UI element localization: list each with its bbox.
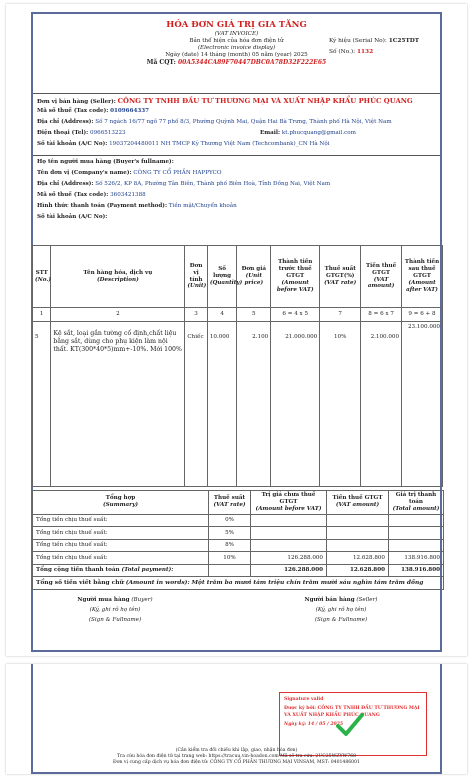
index-cell: 7 [320,308,361,322]
footer-line-1: (Cần kiểm tra đối chiếu khi lập, giao, nhận hóa đơn) [175,748,298,753]
number-label: Số (No.): [329,49,356,56]
col-header: Thuế suất GTGT(%) (VAT rate) [320,246,361,308]
index-cell: 5 [237,308,271,322]
summary-rate: 5% [209,527,251,540]
seller-email: kt.phucquang@gmail.com [281,130,356,136]
index-cell: 2 [51,308,185,322]
buyer-signature: Người mua hàng (Buyer) (Ký, ghi rõ họ tên) (Sign & Fullname) [77,597,153,623]
summary-total [389,539,444,552]
seller-account: 19037204480011 NH TMCP Kỹ Thương Việt Nam (Techcombank)_CN Hà Nội [109,141,330,147]
seller-section [37,97,436,152]
col-header: Tiền thuế GTGT (VAT amount) [361,246,402,308]
invoice-footer [33,748,440,766]
index-cell: 3 [185,308,207,322]
grand-before: 126.288.000 [251,564,327,577]
grand-label-cell [33,564,209,577]
table-row [33,322,443,487]
cqt-label: Mã CQT: [146,58,176,66]
item-no: 5 [33,322,51,487]
serial-label: Ký hiệu (Serial No): [329,38,387,44]
invoice-page-2 [6,664,467,774]
item-unit: Chiếc [185,322,207,487]
summary-col-header: Thuế suất (VAT rate) [209,491,251,515]
buyer-tax-label: Mã số thuế (Tax code): [37,192,109,198]
summary-vat [327,539,389,552]
item-description: Kệ sắt, loại gắn tường cố định,chất liệu bằng sắt, dùng cho phụ kiện làm nội thất. KT(300*40*5)mm+-10%. Mới 100% [51,322,185,487]
summary-rate: 8% [209,539,251,552]
items-table [32,245,443,487]
stamp-signed-date: Ngày ký: 14 / 05 / 2025 [284,722,344,728]
index-cell: 4 [207,308,237,322]
summary-row [33,539,444,552]
serial-value: 1C25TDT [388,38,420,44]
grand-rate [209,564,251,577]
buyer-payment: Tiền mặt/Chuyển khoản [168,203,237,209]
seller-tax-code: 0109664337 [110,108,150,114]
seller-tax-label: Mã số thuế (Tax code): [37,108,109,114]
grand-vat: 12.628.800 [327,564,389,577]
signature-stamp [279,692,427,756]
footer-line-2: Tra cứu hóa đơn điện tử tại trang web: https://tracuu.vin-hoadon.com Mã số tra cứu: 2UC25WZYW768 [116,753,357,759]
buyer-account-label: Số tài khoản (A/C No): [37,214,108,220]
summary-before [251,527,327,540]
summary-row [33,527,444,540]
buyer-section [37,159,436,225]
index-cell: 6 = 4 x 5 [271,308,320,322]
seller-address-label: Địa chỉ (Address): [37,119,94,125]
summary-vat [327,527,389,540]
summary-col-header: Tổng hợp (Summary) [33,491,209,515]
invoice-title: HÓA ĐƠN GIÁ TRỊ GIA TĂNG [166,20,307,30]
summary-before: 126.288.000 [251,552,327,565]
index-row [33,308,443,322]
invoice-frame [31,12,442,652]
summary-label: Tổng tiền chịu thuế suất: [33,527,209,540]
amount-in-words-row [33,577,444,590]
display-label: Bản thể hiện của hóa đơn điện tử [189,37,284,44]
in-words-value: Một trăm ba mươi tám triệu chín trăm mười sáu nghìn tám trăm đồng [191,579,424,587]
summary-before [251,514,327,527]
summary-total: 138.916.800 [389,552,444,565]
summary-row [33,552,444,565]
item-vat-rate: 10% [320,322,361,487]
invoice-title-en: (VAT INVOICE) [214,30,259,37]
item-amount-before: 21.000.000 [271,322,320,487]
col-header: Thành tiền sau thuế GTGT (Amount after VAT) [402,246,443,308]
summary-total [389,514,444,527]
check-icon [336,713,364,737]
summary-col-header: Tiền thuế GTGT (VAT amount) [327,491,389,515]
seller-address: Số 7 ngách 16/77 ngõ 77 phố 8/3, Phường Quỳnh Mai, Quận Hai Bà Trưng, Thành phố Hà Nội, Việt Nam [95,119,392,125]
buyer-tax-code: 3603421388 [110,192,146,198]
grand-label: Tổng cộng tiền thanh toán [36,567,120,574]
invoice-page-1 [6,4,467,656]
seller-name: CÔNG TY TNHH ĐẦU TƯ THƯƠNG MẠI VÀ XUẤT NHẬP KHẨU PHÚC QUANG [117,97,413,105]
grand-label-en: (Total payment): [121,567,174,574]
summary-rate: 10% [209,552,251,565]
seller-name-label: Đơn vị bán hàng (Seller): [37,99,116,105]
seller-signature: Người bán hàng (Seller) (Ký, ghi rõ họ tên) (Sign & Fullname) [304,597,378,623]
invoice-date: Ngày (date) 14 tháng (month) 05 năm (year) 2025 [165,51,308,58]
item-vat-amount: 2.100.000 [361,322,402,487]
in-words-label: Tổng số tiền viết bằng chữ [36,579,124,587]
buyer-company: CÔNG TY CỔ PHẦN HAPPYCO [133,170,222,176]
item-quantity: 10.000 [207,322,237,487]
summary-col-header: Trị giá chưa thuế GTGT (Amount before VAT) [251,491,327,515]
summary-rate: 0% [209,514,251,527]
buyer-company-label: Tên đơn vị (Company's name): [37,170,132,176]
display-label-en: (Electronic invoice display) [197,44,276,51]
seller-tel-label: Điện thoại (Tel): [37,130,89,136]
buyer-payment-label: Hình thức thanh toán (Payment method): [37,203,168,209]
summary-before [251,539,327,552]
buyer-address: Số 526/2, KP 8A, Phường Tân Biên, Thành phố Biên Hoà, Tỉnh Đồng Nai, Việt Nam [95,181,331,187]
seller-account-label: Số tài khoản (A/C No): [37,141,108,147]
grand-total: 138.916.800 [389,564,444,577]
summary-table [32,490,444,590]
summary-row [33,514,444,527]
in-words-label-en: (Amount in words): [125,579,190,587]
col-header: STT (No.) [33,246,51,308]
col-header: Tên hàng hóa, dịch vụ (Description) [51,246,185,308]
seller-email-label: Email: [260,130,281,136]
index-cell: 8 = 6 x 7 [361,308,402,322]
item-amount-after: 23.100.000 [402,322,443,487]
summary-total [389,527,444,540]
buyer-address-label: Địa chỉ (Address): [37,181,94,187]
summary-vat: 12.628.800 [327,552,389,565]
summary-vat [327,514,389,527]
summary-label: Tổng tiền chịu thuế suất: [33,539,209,552]
summary-col-header: Giá trị thanh toán (Total amount) [389,491,444,515]
summary-header-row [33,491,444,515]
seller-tel: 0966513223 [90,130,126,136]
col-header: Thành tiền trước thuế GTGT (Amount before VAT) [271,246,320,308]
summary-label: Tổng tiền chịu thuế suất: [33,552,209,565]
index-cell: 1 [33,308,51,322]
index-cell: 9 = 6 + 8 [402,308,443,322]
cqt-value: 00A5344CA89F70447DBC0A78D32F222E65 [177,58,327,66]
col-header: Đơn vị tính (Unit) [185,246,207,308]
number-value: 1132 [356,49,374,56]
item-unit-price: 2.100 [237,322,271,487]
summary-label: Tổng tiền chịu thuế suất: [33,514,209,527]
col-header: Số lượng (Quantity) [207,246,237,308]
col-header: Đơn giá (Unit price) [237,246,271,308]
footer-line-3: Đơn vị cung cấp dịch vụ hóa đơn điện tử: CÔNG TY CỔ PHẦN THƯƠNG MẠI VINSAM, MST: 0401486001 [113,759,360,765]
items-header-row [33,246,443,308]
summary-grand-row [33,564,444,577]
buyer-fullname-label: Họ tên người mua hàng (Buyer's fullname): [37,159,174,165]
stamp-valid: Signature valid [284,697,324,702]
stamp-signed-by: Được ký bởi: CÔNG TY TNHH ĐẦU TƯ THƯƠNG MẠI VÀ XUẤT NHẬP KHẨU PHÚC QUANG [284,706,420,719]
